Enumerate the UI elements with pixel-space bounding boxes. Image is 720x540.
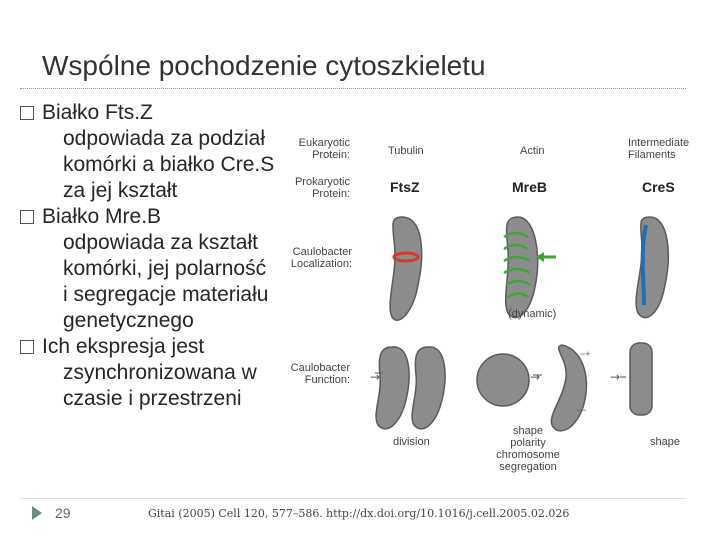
bullet-line: zsynchronizowana w	[63, 361, 257, 384]
title-divider	[20, 88, 686, 89]
bullet-line: Ich ekspresja jest	[42, 335, 205, 358]
bullet-line: komórki, jej polarność	[63, 257, 267, 280]
row-label-function: Caulobacter Function:	[290, 362, 350, 386]
cell-drawings	[280, 125, 710, 470]
footer-divider	[20, 498, 686, 499]
crescent-cell-icon	[551, 345, 590, 431]
mreb-label: MreB	[512, 179, 548, 195]
bullet-line: za jej kształt	[63, 179, 178, 202]
bullet-item	[20, 100, 285, 204]
bullet-line: Białko Mre.B	[42, 205, 162, 228]
ftsz-cell-icon	[390, 217, 422, 320]
cres-function-label: shape	[650, 436, 680, 448]
bullet-line: odpowiada za podział	[63, 127, 265, 150]
tubulin-label: Tubulin	[388, 145, 424, 157]
bullet-line: komórki a białko Cre.S	[63, 153, 275, 176]
slide-title: Wspólne pochodzenie cytoszkieletu	[42, 50, 486, 81]
svg-text:→: →	[530, 370, 541, 384]
mreb-cell-icon	[504, 217, 556, 318]
checkbox-icon	[20, 340, 34, 354]
bullet-line: Białko Fts.Z	[42, 101, 153, 124]
svg-text:−−: −−	[576, 405, 587, 415]
bullet-item	[20, 204, 285, 334]
rod-cell-icon	[620, 343, 652, 415]
svg-text:→: →	[610, 370, 621, 384]
division-cells-icon	[375, 347, 445, 429]
svg-text:→: →	[370, 370, 381, 384]
dynamic-label: (dynamic)	[508, 308, 557, 320]
citation-right: http://dx.doi.org/10.1016/j.cell.2005.02.026	[326, 507, 570, 520]
svg-text:−+: −+	[580, 349, 591, 359]
actin-label: Actin	[520, 145, 545, 157]
checkbox-icon	[20, 210, 34, 224]
page-number: 29	[55, 505, 71, 521]
intermediate-filaments-label: Intermediate Filaments	[628, 137, 690, 161]
row-label-prokaryotic: Prokaryotic Protein:	[294, 176, 350, 200]
mreb-function-label: shape polarity chromosome segregation	[496, 425, 560, 473]
cytoskeleton-figure	[280, 125, 710, 473]
bullet-line: odpowiada za kształt	[63, 231, 258, 254]
cres-cell-icon	[636, 217, 668, 318]
bullet-list	[20, 100, 285, 412]
citation-left: Gitai (2005) Cell 120, 577–586.	[148, 507, 323, 520]
bullet-item	[20, 334, 285, 412]
ftsz-label: FtsZ	[390, 179, 420, 195]
bullet-line: genetycznego	[63, 309, 194, 332]
bullet-line: czasie i przestrzeni	[63, 387, 242, 410]
bullet-line: i segregacje materiału	[63, 283, 269, 306]
row-label-localization: Caulobacter Localization:	[290, 246, 352, 270]
row-label-eukaryotic: Eukaryotic Protein:	[298, 137, 350, 161]
triangle-marker-icon	[32, 506, 42, 520]
division-label: division	[393, 436, 430, 448]
checkbox-icon	[20, 106, 34, 120]
cres-label: CreS	[642, 179, 675, 195]
